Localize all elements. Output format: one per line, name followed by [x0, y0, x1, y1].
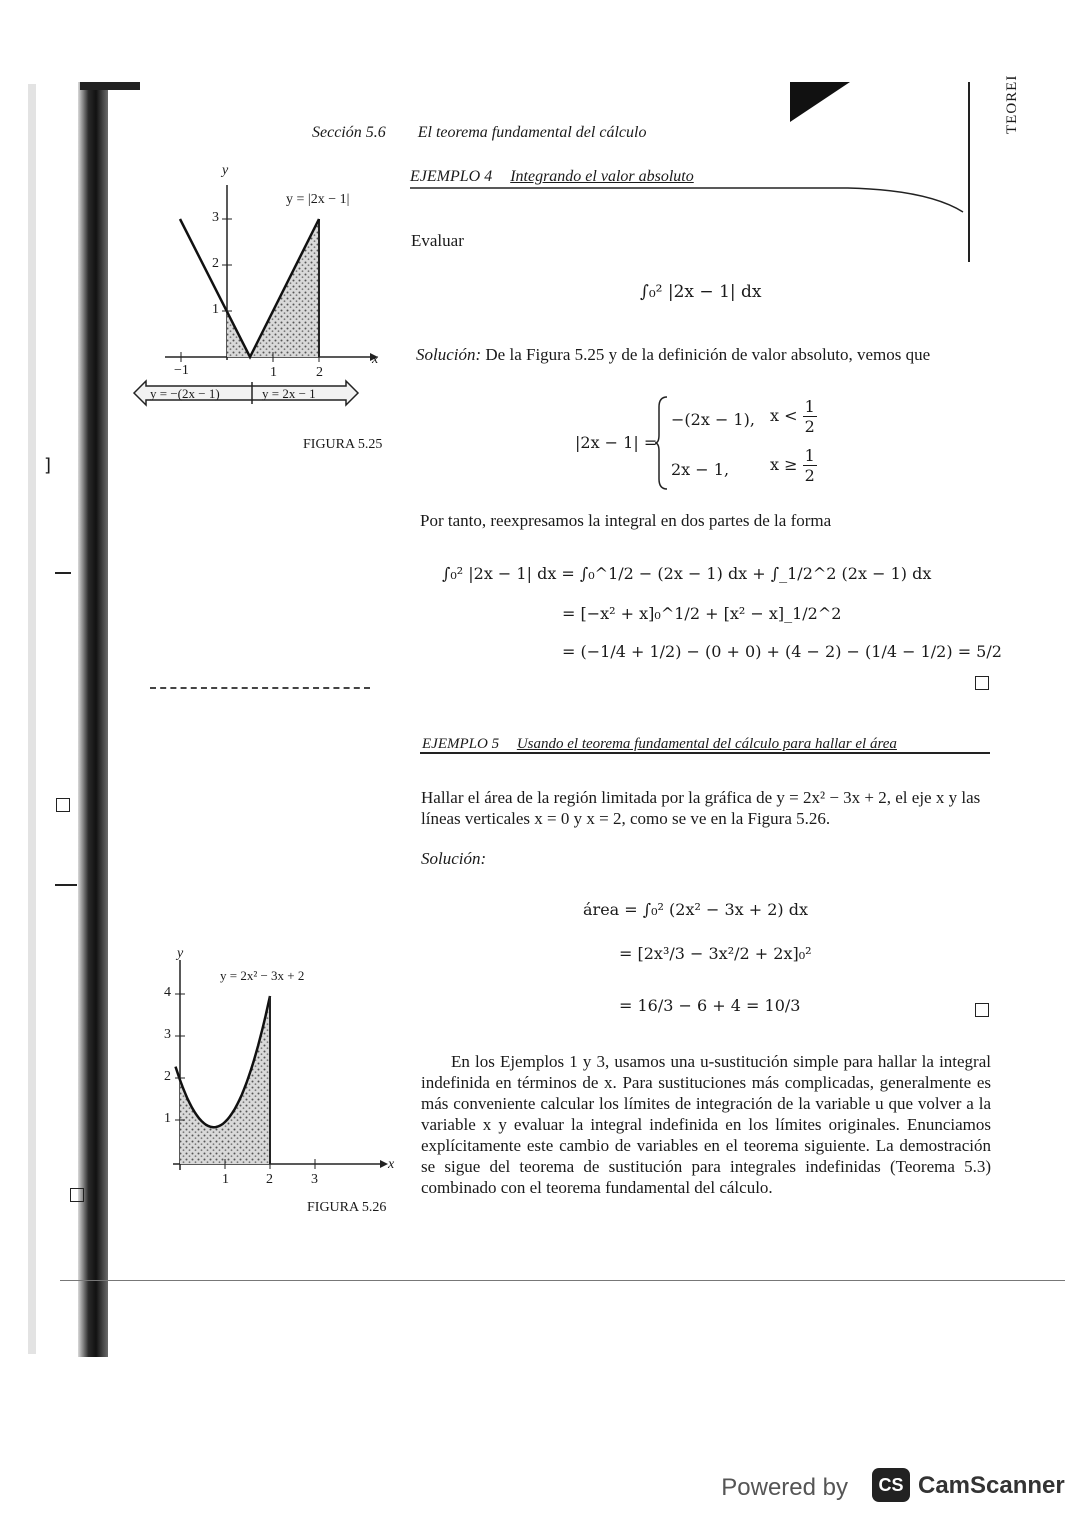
example4-integral: ∫₀² |2x − 1| dx	[640, 282, 762, 302]
case2-expression: 2x − 1,	[671, 460, 730, 479]
example5-solution-label: Solución:	[421, 849, 487, 868]
fig526-xtick-1: 1	[222, 1172, 229, 1187]
example5-heading	[422, 736, 897, 753]
end-of-example4	[975, 676, 989, 690]
scan-dash-line	[150, 687, 370, 689]
example5-rule	[420, 752, 990, 754]
next-page-heading: TEOREI	[1004, 74, 1020, 134]
fig525-ytick-3: 3	[212, 210, 219, 225]
solution-label: Solución:	[416, 345, 482, 364]
fig526-x-label: x	[388, 1157, 395, 1172]
margin-dash	[55, 572, 71, 574]
fig526-ytick-2: 2	[164, 1069, 171, 1084]
camscanner-brand: CamScanner	[918, 1472, 1065, 1499]
fig526-ytick-3: 3	[164, 1027, 171, 1042]
fig525-right-piece-label: y = 2x − 1	[262, 386, 316, 401]
case2-condition	[770, 446, 817, 485]
margin-checkbox	[70, 1188, 84, 1202]
camscanner-logo-icon	[872, 1468, 910, 1502]
fig525-ytick-2: 2	[212, 256, 219, 271]
fig526-xtick-3: 3	[311, 1172, 318, 1187]
case2-cond-text: x ≥	[770, 455, 798, 474]
fig525-xtick-neg1: −1	[174, 363, 189, 378]
margin-bracket: ]	[44, 455, 52, 476]
bottom-rule	[60, 1280, 1065, 1281]
fig525-xtick-1: 1	[270, 365, 277, 380]
example4-intro: Evaluar	[411, 231, 464, 250]
case1-cond-text: x <	[770, 406, 798, 425]
piecewise-brace	[655, 395, 669, 491]
margin-checkbox	[56, 798, 70, 812]
closing-paragraph: En los Ejemplos 1 y 3, usamos una u-sustitución simple para hallar la integral indefinida en términos de x. Para sustituciones más complicadas, generalmente es más conveniente calcular los límites de integración de la variable u que volver a la variable x y evaluar la integral indefinida en los límites originales. Enunciamos explícitamente este cambio de variables en el teorema siguiente. La demostración se sigue del teorema de sustitución para integrales indefinidas (Teorema 5.3) combinado con el teorema fundamental del cálculo.	[421, 1052, 991, 1197]
half-numerator: 1	[804, 446, 815, 465]
next-page-rule	[968, 82, 970, 262]
example5-step1: área = ∫₀² (2x² − 3x + 2) dx	[583, 900, 809, 919]
example5-step3: = 16/3 − 6 + 4 = 10/3	[619, 996, 801, 1015]
half-denominator: 2	[804, 466, 815, 485]
running-header	[312, 124, 674, 142]
fig526-function-label: y = 2x² − 3x + 2	[220, 968, 305, 983]
example4-split-text: Por tanto, reexpresamos la integral en dos partes de la forma	[420, 511, 832, 530]
example5-problem: Hallar el área de la región limitada por la gráfica de y = 2x² − 3x + 2, el eje x y las líneas verticales x = 0 y x = 2, como se ve en la Figura 5.26.	[421, 788, 981, 828]
fig525-left-piece-label: y = −(2x − 1)	[150, 386, 220, 401]
fig525-ytick-1: 1	[212, 302, 219, 317]
figure-5-26	[155, 948, 390, 1188]
case1-condition	[770, 397, 817, 436]
example4-number: EJEMPLO 4	[410, 168, 493, 185]
example4-step2: = [−x² + x]₀^1/2 + [x² − x]_1/2^2	[562, 604, 842, 623]
fig525-xtick-2: 2	[316, 365, 323, 380]
section-number: Sección 5.6	[312, 124, 386, 141]
shaded-area	[180, 996, 270, 1164]
margin-dash	[55, 884, 77, 886]
x-axis-arrow	[380, 1160, 388, 1168]
folded-corner	[790, 82, 850, 122]
half-denominator: 2	[804, 417, 815, 436]
example4-step3: = (−1/4 + 1/2) − (0 + 0) + (4 − 2) − (1/4 − 1/2) = 5/2	[562, 642, 1002, 661]
fig526-y-label: y	[177, 946, 184, 961]
section-title: El teorema fundamental del cálculo	[417, 124, 647, 141]
example5-step2: = [2x³/3 − 3x²/2 + 2x]₀²	[619, 944, 812, 963]
fig526-ytick-4: 4	[164, 985, 171, 1000]
case1-expression: −(2x − 1),	[671, 410, 755, 429]
half-numerator: 1	[804, 397, 815, 416]
logo-text: CS	[878, 1474, 904, 1495]
fig525-x-label: x	[372, 352, 379, 367]
page-edge-shadow	[28, 84, 36, 1354]
solution-text: De la Figura 5.25 y de la definición de valor absoluto, vemos que	[485, 345, 931, 364]
example5-title: Usando el teorema fundamental del cálculo para hallar el área	[516, 736, 897, 752]
example4-solution	[416, 344, 1001, 365]
powered-by-text: Powered by	[721, 1474, 848, 1501]
piecewise-lhs: |2x − 1| =	[575, 433, 658, 452]
example4-heading	[410, 168, 694, 186]
fig526-ytick-1: 1	[164, 1111, 171, 1126]
example4-rule	[408, 186, 968, 216]
top-edge-mark	[80, 82, 140, 90]
example4-step1: ∫₀² |2x − 1| dx = ∫₀^1/2 − (2x − 1) dx + ∫_1/2^2 (2x − 1) dx	[442, 564, 932, 583]
fig525-y-label: y	[222, 163, 229, 178]
fig526-caption: FIGURA 5.26	[307, 1200, 387, 1215]
fig525-caption: FIGURA 5.25	[303, 437, 383, 452]
end-of-example5	[975, 1003, 989, 1017]
example5-number: EJEMPLO 5	[422, 736, 500, 752]
fig526-xtick-2: 2	[266, 1172, 273, 1187]
example4-title: Integrando el valor absoluto	[510, 168, 694, 185]
book-spine	[78, 82, 108, 1357]
fig525-function-label: y = |2x − 1|	[286, 192, 350, 207]
